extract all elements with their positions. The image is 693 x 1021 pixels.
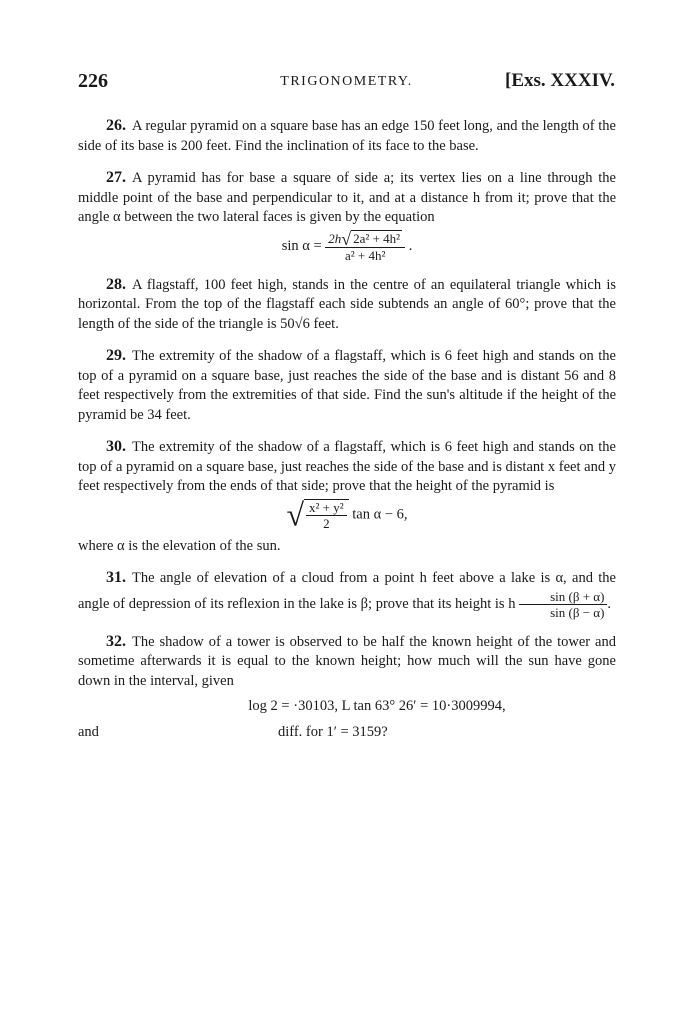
difference-row	[78, 723, 616, 745]
log-values: log 2 = ·30103, L tan 63° 26′ = 10·3009994,	[248, 698, 506, 714]
sqrt-symbol: √	[341, 228, 352, 249]
problem-text: A regular pyramid on a square base has an edge 150 feet long, and the length of the side of its base is 200 feet. Find the inclination of its face to the base.	[78, 118, 616, 154]
problem-text: The shadow of a tower is observed to be half the known height of the tower and sometime afterwards it is equal to the known height; how much will the sun have gone down in the interval, given	[78, 633, 616, 689]
equation-end: .	[408, 237, 413, 254]
running-title: TRIGONOMETRY.	[280, 74, 413, 89]
inline-fraction	[519, 589, 607, 620]
problem-number: 31.	[106, 569, 126, 586]
fraction-denominator: sin (β − α)	[550, 604, 605, 620]
page-body	[78, 116, 616, 757]
problem-number: 29.	[106, 347, 126, 364]
problem-number: 26.	[106, 117, 126, 134]
problem-text: The extremity of the shadow of a flagstaff, which is 6 feet high and stands on the top of a pyramid on a square base, just reaches the side of the base and is distant 56 and 8 feet respectively from the extremities of that side. Find the sun's altitude if the height of the pyramid be 34 feet.	[78, 348, 616, 423]
page-header	[78, 70, 615, 94]
problem-number: 28.	[106, 275, 126, 293]
fraction-numerator	[325, 230, 405, 248]
sqrt-fraction	[304, 499, 349, 531]
problem-number: 30.	[106, 438, 126, 455]
problem-number: 32.	[106, 632, 126, 650]
problem-text: The angle of elevation of a cloud from a point h feet above a lake is α, and the angle of depression of its reflexion in the lake is β; prove that its height is h	[78, 570, 616, 612]
and-word: and	[78, 723, 99, 740]
equation-height	[78, 495, 616, 532]
equation-sin-alpha	[78, 230, 616, 263]
problem-28	[78, 275, 616, 335]
equation-lhs: sin α =	[281, 237, 322, 254]
fraction-numerator: sin (β + α)	[519, 589, 607, 605]
problem-27	[78, 168, 616, 263]
equation-tail: tan α − 6,	[352, 505, 408, 522]
page-number: 226	[78, 70, 108, 92]
numerator-prefix: 2h	[328, 230, 342, 246]
radicand: 2a² + 4h²	[353, 230, 401, 246]
problem-text: A flagstaff, 100 feet high, stands in the centre of an equilateral triangle which is horizontal. From the top of the flagstaff each side subtends an angle of 60°; prove that the length of the side of the triangle is 50√6 feet.	[78, 276, 616, 332]
problem-29	[78, 346, 616, 425]
problem-30	[78, 437, 616, 556]
problem-text: The extremity of the shadow of a flagstaff, which is 6 feet high and stands on the top of a pyramid on a square base, just reaches the side of the base and is distant x feet and y feet respectively from the ends of that side; prove that the height of the pyramid is	[78, 439, 616, 494]
problem-continuation: where α is the elevation of the sun.	[78, 537, 281, 554]
fraction-denominator: a² + 4h²	[344, 247, 386, 263]
problem-26	[78, 116, 616, 156]
problem-31	[78, 568, 616, 620]
equation-fraction	[325, 230, 405, 263]
difference-value: diff. for 1′ = 3159?	[278, 723, 388, 740]
fraction-numerator: x² + y²	[306, 500, 347, 516]
problem-number: 27.	[106, 169, 126, 186]
sqrt-symbol: √	[286, 495, 305, 532]
fraction-end: .	[607, 595, 612, 612]
exercise-label: [Exs. XXXIV.	[505, 70, 615, 91]
fraction-denominator: 2	[323, 515, 330, 531]
problem-32	[78, 632, 616, 745]
problem-text: A pyramid has for base a square of side a; its vertex lies on a line through the middle point of the base and perpendicular to it, and at a distance h from it; prove that the angle α between the two lateral faces is given by the equation	[78, 170, 616, 225]
